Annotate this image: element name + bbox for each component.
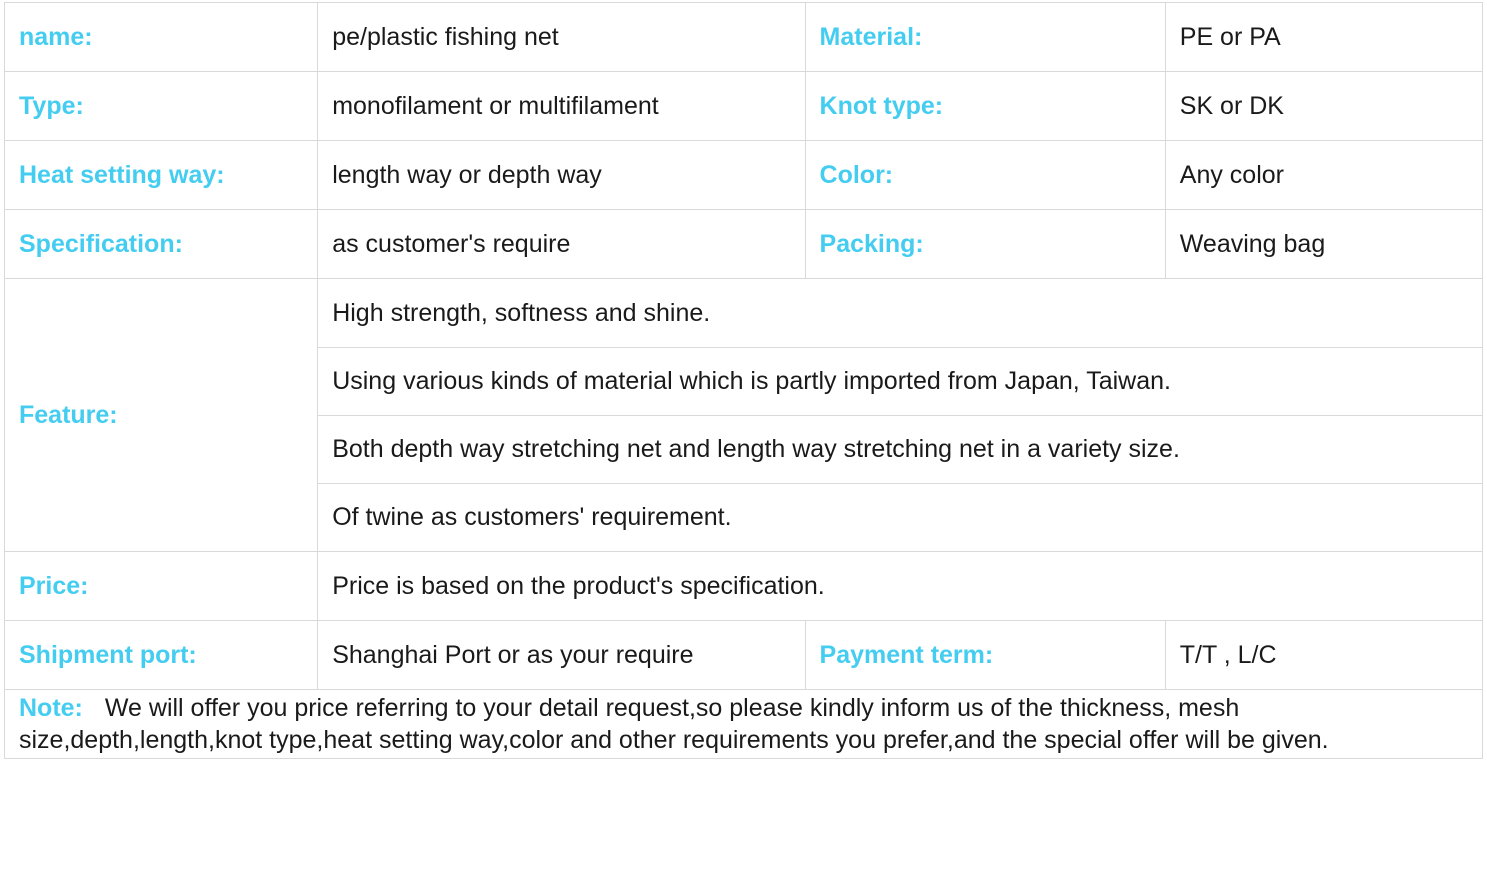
note-label: Note: [19, 693, 83, 722]
row-label-specification: Specification: [5, 210, 318, 279]
table-row [5, 3, 1483, 72]
row-value-shipment-port: Shanghai Port or as your require [318, 621, 805, 690]
list-item [318, 415, 1482, 483]
row-label-feature: Feature: [5, 279, 318, 552]
feature-item-2: Using various kinds of material which is partly imported from Japan, Taiwan. [318, 347, 1482, 415]
feature-item-1: High strength, softness and shine. [318, 279, 1482, 347]
note-cell [5, 690, 1483, 759]
row-label-heat-setting-way: Heat setting way: [5, 141, 318, 210]
list-item [318, 347, 1482, 415]
row-label-type: Type: [5, 72, 318, 141]
table-row [5, 141, 1483, 210]
row-value-name: pe/plastic fishing net [318, 3, 805, 72]
table-row-price [5, 552, 1483, 621]
product-specification-table [4, 2, 1483, 759]
note-text: We will offer you price referring to your detail request,so please kindly inform us of the thickness, mesh size,depth,length,knot type,heat setting way,color and other requirements you prefer,and the special offer will be given. [19, 693, 1329, 754]
table-row [5, 210, 1483, 279]
row-value-color: Any color [1165, 141, 1482, 210]
list-item [318, 279, 1482, 347]
row-label-packing: Packing: [805, 210, 1165, 279]
row-label-knot-type: Knot type: [805, 72, 1165, 141]
row-value-specification: as customer's require [318, 210, 805, 279]
row-label-name: name: [5, 3, 318, 72]
table-row-note [5, 690, 1483, 759]
row-label-payment-term: Payment term: [805, 621, 1165, 690]
row-label-shipment-port: Shipment port: [5, 621, 318, 690]
row-label-color: Color: [805, 141, 1165, 210]
feature-item-3: Both depth way stretching net and length way stretching net in a variety size. [318, 415, 1482, 483]
list-item [318, 483, 1482, 551]
table-row [5, 72, 1483, 141]
feature-list [318, 279, 1482, 551]
row-value-payment-term: T/T , L/C [1165, 621, 1482, 690]
row-value-heat-setting-way: length way or depth way [318, 141, 805, 210]
row-value-price: Price is based on the product's specification. [318, 552, 1483, 621]
table-row-feature [5, 279, 1483, 552]
row-value-material: PE or PA [1165, 3, 1482, 72]
feature-list-container [318, 279, 1483, 552]
row-value-type: monofilament or multifilament [318, 72, 805, 141]
row-label-material: Material: [805, 3, 1165, 72]
row-value-knot-type: SK or DK [1165, 72, 1482, 141]
row-label-price: Price: [5, 552, 318, 621]
table-row-shipment [5, 621, 1483, 690]
row-value-packing: Weaving bag [1165, 210, 1482, 279]
feature-item-4: Of twine as customers' requirement. [332, 503, 732, 531]
